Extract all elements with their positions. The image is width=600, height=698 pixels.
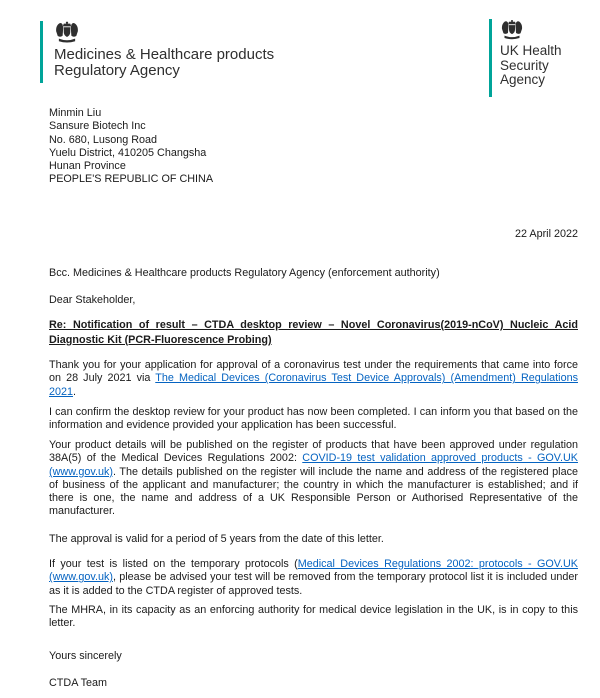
letter-date: 22 April 2022 <box>514 228 578 240</box>
paragraph-register <box>49 439 578 519</box>
valediction: Yours sincerely <box>49 650 122 662</box>
recipient-name: Minmin Liu <box>49 107 102 119</box>
mhra-logo-line2: Regulatory Agency <box>54 62 180 79</box>
ukhsa-logo <box>489 19 562 97</box>
paragraph-temporary-protocols <box>49 558 578 598</box>
recipient-street: No. 680, Lusong Road <box>49 133 158 146</box>
royal-crest-icon <box>500 19 524 41</box>
link-regulations-2021[interactable]: The Medical Devices (Coronavirus Test Device Approvals) (Amendment) Regulations 2021 <box>49 372 578 398</box>
mhra-logo-line1: Medicines & Healthcare products <box>54 46 275 63</box>
mhra-logo <box>40 21 274 83</box>
royal-crest-icon <box>54 21 80 44</box>
paragraph-text: , please be advised your test will be removed from the temporary protocol list it is included under as it is added to the CTDA register of approved tests. <box>49 571 578 597</box>
signature: CTDA Team <box>49 677 108 689</box>
bcc-line: Bcc. Medicines & Healthcare products Regulatory Agency (enforcement authority) <box>49 267 440 279</box>
recipient-province: Hunan Province <box>49 160 126 173</box>
salutation: Dear Stakeholder, <box>49 294 136 306</box>
paragraph-text: . The details published on the register will include the name and address of the registered place of business of the applicant and manufacturer; the country in which the manufacturer is established; and if there is one, the name and address of a UK Responsible Person or Authorised Representative of the manufacturer. <box>49 465 578 518</box>
recipient-company: Sansure Biotech Inc <box>49 120 146 133</box>
paragraph-approval-validity: The approval is valid for a period of 5 years from the date of this letter. <box>49 533 384 545</box>
recipient-address <box>49 107 578 187</box>
paragraph-text: Thank you for your application for approval of a coronavirus test under the requirements that came into force on 28 July 2021 via <box>49 359 578 385</box>
paragraph-text: . <box>73 385 77 398</box>
ukhsa-logo-line1: UK Health <box>500 43 562 58</box>
link-protocols[interactable]: Medical Devices Regulations 2002: protocols - GOV.UK (www.gov.uk) <box>49 558 578 584</box>
recipient-district: Yuelu District, 410205 Changsha <box>49 146 207 159</box>
link-approved-products[interactable]: COVID-19 test validation approved products - GOV.UK (www.gov.uk) <box>49 452 578 478</box>
paragraph-text: If your test is listed on the temporary protocols ( <box>49 558 298 570</box>
recipient-country: PEOPLE'S REPUBLIC OF CHINA <box>49 173 214 186</box>
ukhsa-logo-line2: Security <box>500 57 549 73</box>
paragraph-text: Your product details will be published on the register of products that have been approved under regulation 38A(5) of the Medical Devices Regulations 2002: <box>49 439 578 465</box>
paragraph-application <box>49 359 578 399</box>
subject-heading: Re: Notification of result – CTDA desktop review – Novel Coronavirus(2019-nCoV) Nucleic Acid Diagnostic Kit (PCR-Fluorescence Probing) <box>49 319 578 346</box>
paragraph-confirmation: I can confirm the desktop review for your product has now been completed. I can inform you that based on the information and evidence provided your application has been successful. <box>49 406 578 432</box>
paragraph-mhra-copy: The MHRA, in its capacity as an enforcing authority for medical device legislation in the UK, is in copy to this letter. <box>49 604 578 630</box>
ukhsa-logo-line3: Agency <box>500 72 546 87</box>
